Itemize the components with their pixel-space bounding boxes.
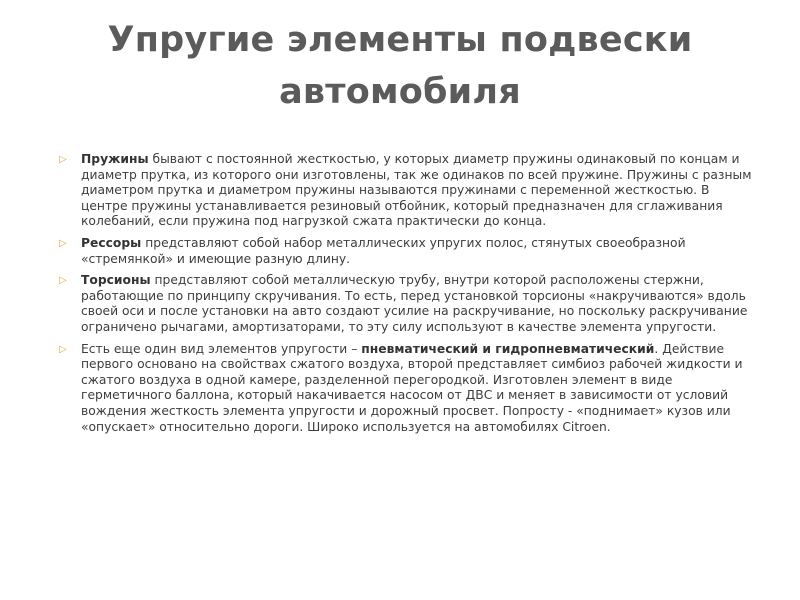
term-pneumatic: пневматический и гидропневматический	[361, 341, 655, 356]
slide-title: Упругие элементы подвески автомобиля	[107, 20, 693, 112]
list-item-springs	[56, 152, 752, 230]
item-text-torsion-bars: представляют собой металлическую трубу, внутри которой расположены стержни, работающие по принципу скручивания. То есть, перед установкой торсионы «накручиваются» вдоль своей оси и после установки на авто создают усилие на раскручивание, но поскольку раскручивание ограничено рычагами, амортизаторами, то эту силу используют в качестве элемента упругости.	[81, 273, 748, 334]
term-springs: Пружины	[81, 152, 149, 166]
triangle-right-icon: ▷	[59, 275, 67, 287]
list-item-pneumatic	[56, 342, 752, 436]
item-text-pneumatic: . Действие первого основано на свойствах сжатого воздуха, второй представляет симбиоз рабочей жидкости и сжатого воздуха в одной камере, разделенной перегородкой. Изготовлен элемент в виде герметичного баллона, который накачивается насосом от ДВС и меняет в зависимости от условий вождения жесткость элемента упругости и дорожный просвет. Попросту - «поднимает» кузов или «опускает» относительно дороги. Широко используется на автомобилях Citroen.	[81, 341, 743, 434]
term-torsion-bars: Торсионы	[81, 273, 151, 288]
triangle-right-icon: ▷	[59, 237, 67, 249]
item-text-leaf-springs: представляют собой набор металлических упругих полос, стянутых своеобразной «стремянкой» и имеющие разную длину.	[81, 235, 686, 266]
item-lead-pneumatic: Есть еще один вид элементов упругости –	[81, 341, 362, 356]
bullet-list	[56, 152, 752, 441]
list-item-leaf-springs	[56, 236, 752, 267]
item-text-springs: бывают с постоянной жесткостью, у которых диаметр пружины одинаковый по концам и диаметр прутка, из которого они изготовлены, так же одинаков по всей пружине. Пружины с разным диаметром прутка и диаметром пружины называются пружинами с переменной жесткостью. В центре пружины устанавливается резиновый отбойник, который предназначен для сглаживания колебаний, если пружина под нагрузкой сжата практически до конца.	[81, 152, 752, 229]
list-item-torsion-bars	[56, 273, 752, 335]
term-leaf-springs: Рессоры	[81, 235, 142, 250]
triangle-right-icon: ▷	[59, 343, 67, 355]
triangle-right-icon: ▷	[59, 154, 67, 165]
